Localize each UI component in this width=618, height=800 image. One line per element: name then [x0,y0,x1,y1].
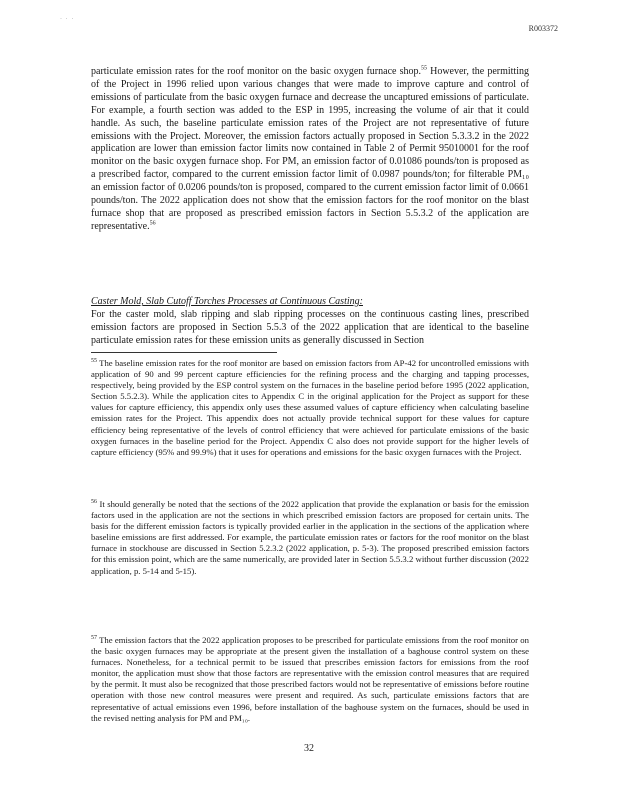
footnote-57: $^{57}$ The emission factors that the 2022 application proposes to be prescribed for particulate emissions from the roof monitor on the basic oxygen furnaces may be appropriate at the present given the installation of a baghouse control system on these furnaces. Nonetheless, for a technical permit to be issued that prescribes emission factors for emissions from the roof monitor, the application must show that those factors are representative with the emission control measures that are required by the permit. It must also be recognized that those prescribed factors would not be representative of emissions before routine operation with those new control measures were present and required. As such, particulate emissions factors that are representative of actual emissions even 1996, before installation of the baghouse system on the furnaces, should be used in the revised netting analysis for PM and PM₁₀. [91,635,529,723]
section-heading: Caster Mold, Slab Cutoff Torches Processes at Continuous Casting: [91,296,363,307]
body-paragraph-1: particulate emission rates for the roof monitor on the basic oxygen furnace shop.$^{55}$ However, the permitting of the Project in 1996 relied upon various changes that were made to improve capture and control of emissions of particulate from the basic oxygen furnace and decrease the uncaptured emissions of particulate. For example, a fourth section was added to the ESP in 1995, increasing the volume of air that it could handle. As such, the baseline particulate emission rates of the Project are not representative of future emissions with the Project. Moreover, the emission factors actually proposed in Section 5.3.3.2 in the 2022 application are lower than emission factor limits now contained in Table 2 of Permit 95010001 for the roof monitor on the basic oxygen furnace shop. For PM, an emission factor of 0.01086 pounds/ton is proposed as a prescribed factor, compared to the current emission factor limit of 0.0987 pounds/ton; for filterable PM₁₀ an emission factor of 0.0206 pounds/ton is proposed, compared to the current emission factor limit of 0.0661 pounds/ton. The 2022 application does not show that the emission factors for the roof monitor on the blast furnace shop that are proposed as prescribed emission factors in Section 5.5.3.2 of the application are representative.$^{56}$ [91,65,529,232]
footnote-55: $^{55}$ The baseline emission rates for the roof monitor are based on emission factors from AP-42 for uncontrolled emissions with application of 90 and 99 percent capture efficiencies for the refining process and the charging and tapping processes, respectively, being provided by the ESP control system on the furnaces in the baseline period before 1995 (2022 application, Section 5.5.2.3). While the application cites to Appendix C in the original application for the Project as support for these values for capture efficiency, this appendix only uses these assumed values of capture efficiency when calculating baseline emission rates for the Project. This appendix does not actually provide technical support for these values for capture efficiency being representative of the levels of control efficiency that were achieved for particulate emissions of the basic oxygen furnaces in the baseline period for the Project. Appendix C also does not provide support for the higher levels of capture efficiency (95% and 99.9%) that it uses for operations and emissions for the basic oxygen furnaces with the Project. [91,358,529,457]
footnote-56: $^{56}$ It should generally be noted that the sections of the 2022 application that provide the explanation or basis for the emission factors used in the application are not the sections in which prescribed emission factors are proposed for certain units. The basis for the different emission factors is typically provided earlier in the application in the sections of the application where baseline emissions are first addressed. For example, the particulate emission rates or factors for the roof monitor on the blast furnace in stockhouse are discussed in Section 5.2.3.2 (2022 application, p. 5-3). The proposed prescribed emission factors for this emission point, which are the same numerically, are provided later in Section 5.5.3.2 without further discussion (2022 application, p. 5-14 and 5-15). [91,499,529,576]
footnote-divider [91,352,277,353]
bates-number: R003372 [528,24,558,33]
page-number: 32 [304,743,314,754]
footnote-ref-55: 55 [420,65,427,72]
body-paragraph-2: For the caster mold, slab ripping and slab ripping processes on the continuous casting lines, prescribed emission factors are proposed in Section 5.5.3 of the 2022 application that are identical to the baseline particulate emission rates for these emission units as generally discussed in Section [91,309,529,346]
top-left-mark: · · · [60,16,75,22]
footnote-ref-56: 56 [149,220,156,227]
